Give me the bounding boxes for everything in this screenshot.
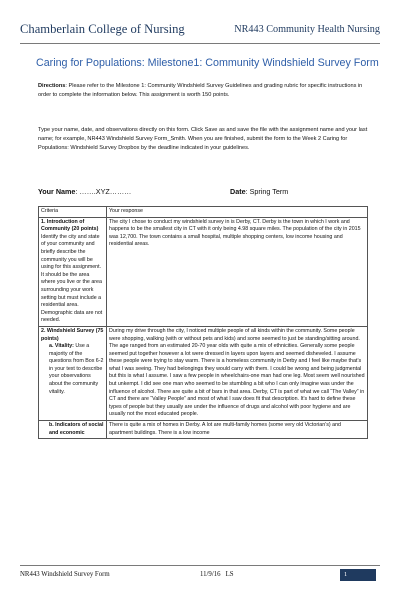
directions-paragraph [38,82,368,100]
page-header [20,20,380,42]
response-cell[interactable]: During my drive through the city, I noticed multiple people of all kinds within the community. Some people were shopping, walking (with or without pets and kids) and some seemed to just be standing/sitting around. The age ranged from an estimated 20-70 year olds with quite a mix of ethnicities. Generally some people seemed put together however a lot were dressed in layers upon layers and seemed disheveled. I assume these people were trying to stay warm. There is a homeless community in Derby and I feel like maybe that’s what I was seeing. They had belongings they would carry with them. I could be wrong and being judgmental but this is what I assume. I saw a few people in wheelchairs-one man had one leg. Most seem well nourished but unkempt. I did see one man who seemed to be stumbling a bit who I can only imagine was under the influence of alcohol. There are quite a bit of bars in that area. Derby, CT is part of what we call “The Valley” in CT and there are “Valley People” and most of what I saw does fit that description. It’s hard to define these types of people but they usually are under the influence of drugs and alcohol with poor hygiene and are usually not the most educated people. [107,326,368,420]
footer-date: 11/9/16 [200,571,221,578]
name-field[interactable] [38,187,131,196]
criteria-subitem [41,343,104,396]
footer-date-initials [200,571,234,578]
criteria-title: b. Indicators of social and economic [49,422,104,436]
criteria-description: Identify the city and state of your community and briefly describe the community you will be using for this assignment. It should be the area where you live or the area surrounding your work setting but must include a residential area. Demographic data are not needed. [41,233,103,324]
criteria-header: Criteria [39,207,107,218]
name-date-row [38,187,368,199]
footer-initials: LS [225,571,234,578]
table-row [39,421,368,439]
criteria-cell [39,217,107,326]
date-label: Date [230,187,246,196]
page-footer [20,568,380,582]
header-divider [20,43,380,44]
response-header: Your response [107,207,368,218]
subitem-title: a. Vitality: [49,343,74,350]
subitem-description: Use a majority of the questions from Box 6-2 in your text to describe your observations about the community vitality. [49,343,104,395]
footer-form-name: NR443 Windshield Survey Form [20,571,110,578]
date-value: : Spring Term [245,187,289,196]
criteria-title: 1. Introduction of Community (20 points) [41,218,99,233]
criteria-title: 2. Windshield Survey (75 points) [41,327,104,342]
instructions-paragraph: Type your name, date, and observations directly on this form. Click Save as and save the file with the assignment name and your last name; for example, NR443 Windshield Survey Form_Smith. When you are finished, submit the form to the Week 2 Caring for Populations: Windshield Survey Dropbox by the deadline indicated in your guidelines. [38,127,368,152]
name-label: Your Name [38,187,76,196]
criteria-table [38,206,368,439]
response-cell[interactable]: The city I chose to conduct my windshield survey in is Derby, CT. Derby is the town in which I work and happens to be the smallest city in CT with it only being 4.98 square miles. The population of the city in 2015 was 12,700. The town contains a small hospital, multiple shopping centers, low income housing and residential areas. [107,217,368,326]
institution-name: Chamberlain College of Nursing [20,22,185,36]
table-row [39,326,368,420]
table-header-row [39,207,368,218]
directions-text: : Please refer to the Milestone 1: Community Windshield Survey Guidelines and grading rubric for specific instructions in order to complete the information below. This assignment is worth 150 points. [38,83,363,99]
response-cell[interactable]: There is quite a mix of homes in Derby. A lot are multi-family homes (some very old Victorian’s) and apartment buildings. There is a low income [107,421,368,439]
footer-divider [20,565,380,566]
document-title: Caring for Populations: Milestone1: Community Windshield Survey Form [36,57,379,69]
criteria-cell [39,326,107,420]
table-row [39,217,368,326]
course-name: NR443 Community Health Nursing [234,24,380,35]
directions-label: Directions [38,83,66,89]
criteria-cell [39,421,107,439]
name-value: : …….XYZ……… [75,187,132,196]
page-number: 1 [340,569,376,581]
date-field[interactable] [230,187,288,196]
